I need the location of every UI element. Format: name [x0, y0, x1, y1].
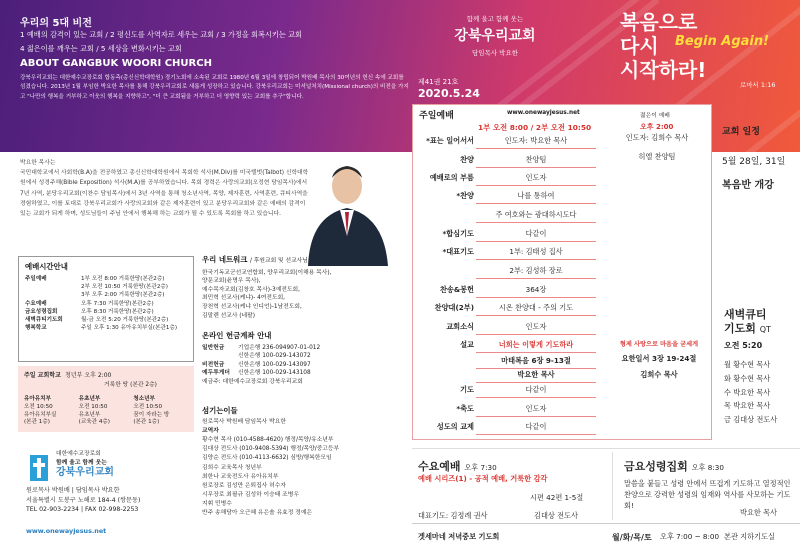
- dawn-prayer-time: 오전 5:20: [724, 341, 763, 350]
- pastor-photo: [300, 156, 395, 266]
- dawn-prayer-title: 새벽큐티 기도회 QT: [724, 308, 771, 335]
- service-order-label: 찬양대(2부): [434, 303, 474, 312]
- schedule-row: 3부 오후 2:00 거룩한땅(본관2층): [81, 292, 165, 299]
- school-dept: 청소년부 오전 10:50 꿈이 자라는 방 (본관 1층): [133, 396, 170, 426]
- church-header: [420, 14, 570, 57]
- service-order-divider: [476, 185, 596, 186]
- wednesday-service-title: 수요예배 오후 7:30: [418, 460, 497, 473]
- service-order-divider: [476, 278, 596, 279]
- service-order-divider: [476, 315, 596, 316]
- service-order-value: 다같이: [525, 385, 547, 394]
- service-order-value: 너희는 이렇게 기도하라: [498, 340, 574, 349]
- service-order-value: 박요한 목사: [517, 370, 555, 379]
- service-order-divider: [476, 397, 596, 398]
- wednesday-sermon-title: 예배 시리즈(1) - 공적 예배, 거룩한 감각: [418, 474, 548, 483]
- pastor-bio: [20, 158, 312, 219]
- schedule-title: 예배시간안내: [25, 262, 68, 271]
- servants-title: 섬기는이들: [202, 406, 238, 415]
- servant-line: 원로목사 박원배 담임목사 박요한: [202, 419, 286, 426]
- service-order-divider: [476, 241, 596, 242]
- service-order-label: *합심기도: [442, 229, 474, 238]
- servants-list: [202, 406, 400, 518]
- denomination: 대한예수교장로회: [56, 451, 101, 457]
- wednesday-prayer-lead: 대표기도: 김정례 권사: [418, 511, 488, 520]
- young-preacher: 김희수 목사: [640, 370, 678, 379]
- calendar-event: 복음반 개강: [722, 180, 774, 191]
- service-order-divider: [476, 334, 596, 335]
- servant-line: 지휘 민병수: [202, 500, 232, 507]
- network-line: 최민혁 선교사(케냐)- 4여전도회,: [202, 295, 286, 302]
- servant-line: 반주 송해담아 오근혜 유은솔 유효정 정예은: [202, 510, 313, 517]
- service-order-divider: [476, 259, 596, 260]
- network-line: 김말렌 선교사 (네팔): [202, 312, 256, 319]
- wednesday-verse: 시편 42편 1-5절: [530, 493, 584, 502]
- about-title: ABOUT GANGBUK WOORI CHURCH: [20, 58, 212, 69]
- address-line: TEL 02-903-2234 | FAX 02-998-2253: [26, 506, 139, 514]
- service-times: 1부 오전 8:00 / 2부 오전 10:50: [478, 123, 592, 132]
- service-order-value: 시온 찬양대 - 주의 기도: [498, 303, 574, 312]
- service-order-divider: [476, 222, 596, 223]
- servant-line: 김양순 전도사 (010-4113-6632) 심방/행복한모임: [202, 455, 332, 462]
- church-slogan: 함께 울고 함께 웃는: [466, 15, 524, 23]
- our-network: [202, 256, 400, 320]
- service-order-divider: [476, 352, 596, 353]
- schedule-row: 주일예배 1부 오전 8:00 거룩한땅(본관2층): [25, 276, 165, 282]
- servant-line: 원로장로 김성만 은퇴집사 허수자: [202, 482, 286, 489]
- church-logo: [56, 450, 114, 477]
- schedule-row: 2부 오전 10:50 거룩한땅(본관2층): [81, 284, 168, 291]
- service-website-link[interactable]: www.onewayjesus.net: [507, 110, 580, 116]
- service-order-value: 인도자: 박요한 목사: [504, 136, 568, 145]
- sunday-service-title: 주일예배: [419, 111, 454, 121]
- schedule-row: 행복학교 주일 오후 1:30 유아유치부실(본관1층): [25, 325, 178, 332]
- service-order-label: 성도의 교제: [436, 422, 474, 431]
- address-line: 원로목사 박원배 | 담임목사 박요한: [26, 487, 120, 494]
- account-holder: 예금주: 대한예수교장로회 강북우리교회: [202, 378, 303, 385]
- dawn-leader: 월 황수현 목사: [724, 360, 771, 369]
- friday-preacher: 박요한 목사: [740, 508, 778, 517]
- pastor-bio-title: 박요한 목사는: [20, 160, 56, 166]
- service-order-label: 찬양: [460, 155, 474, 164]
- church-calendar-title: 교회 일정: [722, 127, 760, 137]
- wednesday-preacher: 김대상 전도사: [534, 511, 578, 520]
- service-order-label: *대표기도: [442, 247, 474, 256]
- church-address: [26, 486, 196, 515]
- pastor-line: 담임목사 박요한: [471, 49, 519, 57]
- service-order-label: 찬송&봉헌: [439, 285, 474, 294]
- servant-line: 황수현 목사 (010-4588-4620) 행정/목양/유소년부: [202, 437, 334, 444]
- service-order-value: 나를 통하여: [517, 191, 555, 200]
- schedule-row: 수요예배 오후 7:30 거룩한땅(본관2층): [25, 300, 154, 307]
- friday-meeting-title: 금요성령집회 오후 8:30: [624, 460, 724, 473]
- sunday-school: [18, 366, 194, 432]
- offering-row: 신한은행 100-029-143072: [238, 353, 311, 360]
- service-order-value: 1부: 김태성 집사: [509, 247, 563, 256]
- friday-description: 말씀을 붙들고 성령 안에서 뜨겁게 기도하고 열정적인 찬양으로 강력한 성령의 임재와 역사를 사모하는 기도회!: [624, 479, 791, 510]
- sunday-school-header: 주일 교회학교 청년부 오후 2:00: [24, 372, 112, 379]
- service-order-divider: [476, 148, 596, 149]
- vision-title: 우리의 5대 비전: [20, 18, 92, 29]
- dawn-leader: 목 박요한 목사: [724, 401, 771, 411]
- service-order-divider: [476, 368, 596, 369]
- service-order-label: *축도: [456, 404, 474, 413]
- offering-row: 일반헌금 기업은행 236-094907-01-012: [202, 344, 321, 351]
- service-order-value: 주 여호와는 광대하시도다: [495, 210, 577, 219]
- offering-row: 예두투게더 신한은행 100-029-143108: [202, 370, 311, 377]
- service-order-value: 2부: 김성하 장로: [509, 266, 563, 275]
- worship-schedule: [18, 256, 194, 362]
- network-line: 양문교회(윤명우 목사),: [202, 278, 261, 285]
- begin-again-text: Begin Again!: [675, 34, 770, 49]
- headline-line: 복음으로: [620, 10, 698, 34]
- offering-title: 온라인 헌금계좌 안내: [202, 331, 272, 340]
- dawn-leader: 금 김대상 전도사: [724, 415, 778, 425]
- servant-line: 김희수 교육목사 청년부: [202, 464, 262, 471]
- service-order-divider: [476, 382, 596, 383]
- vision-lines: [20, 28, 390, 56]
- service-order-divider: [476, 203, 596, 204]
- intercession-place: 본관 지하기도실: [724, 532, 775, 541]
- service-order-value: 찬양팀: [525, 155, 547, 164]
- servant-line: 김대상 전도사 (010-9408-5394) 행정/목양/중고등부: [202, 446, 340, 453]
- logo-church-name: 강북우리교회: [56, 467, 114, 478]
- dawn-leader: 수 박요한 목사: [724, 387, 771, 397]
- service-order-value: 다같이: [525, 422, 547, 431]
- service-order-value: 다같이: [525, 229, 547, 238]
- young-sermon-title: 형제 사랑으로 마음을 굳세게: [619, 341, 699, 348]
- service-order-label: 교회소식: [446, 322, 474, 331]
- headline-line: 다시: [620, 34, 659, 58]
- network-line: 예수목자교회(김창호 목사)-3예전도회,: [202, 286, 300, 293]
- issue-number: 제41권 21호: [418, 78, 459, 86]
- young-sermon-verse: 요한일서 3장 19-24절: [621, 354, 697, 363]
- issue-date: 2020.5.24: [418, 87, 480, 100]
- cross-logo-icon: [30, 455, 48, 481]
- young-praise-team: 히엘 찬양팀: [638, 152, 676, 161]
- headline-verse: 로마서 1:16: [740, 81, 776, 89]
- vision-line: 4 젊은이를 깨우는 교회 / 5 세상을 변화시키는 교회: [20, 44, 182, 53]
- service-order-label: *표는 일어서서: [426, 136, 474, 145]
- intercession-title: 겟세마네 저녁중보 기도회: [418, 532, 500, 541]
- church-name: 강북우리교회: [454, 28, 536, 44]
- servant-line: 최한나 교육전도사 유아유치부: [202, 473, 279, 480]
- servant-line: 시무장로 최필규 김성하 이승태 조병우: [202, 491, 299, 498]
- logo-slogan: 함께 울고 함께 웃는: [56, 460, 107, 466]
- service-order-divider: [476, 434, 596, 435]
- service-order-value: 마태복음 6장 9-13절: [501, 356, 571, 365]
- online-offering: [202, 332, 400, 387]
- young-leader: 인도자: 김희수 목사: [625, 133, 689, 142]
- service-order-divider: [476, 416, 596, 417]
- servant-line: 교역자: [202, 428, 219, 435]
- school-dept: 유초년부 오전 10:50 유초년부 (교육관 4층): [78, 396, 110, 426]
- calendar-dates: 5월 28일, 31일: [722, 157, 786, 167]
- network-title: 우리 네트워크 / 후원교회 및 선교사님: [202, 255, 308, 264]
- pastor-bio-text: 국민대학교에서 사회학(B.A)을 전공하였고 총신신학대학원에서 목회학 석사(M.Div)를 미국텔벗(Talbot) 신학대학원에서 성경주해(Bible Exposition) 석사(M.A)를 공부하였습니다. 목회 경력은 사랑의교회(오정현 담임목사)에서 7년 사역, 분당우리교회(이찬수 담임목사)에서 3년 사역을 통해 청소년사역, 목양, 제자훈련, 사역훈련, 큐티사역을 경험하였고, 이를 토대로 강북우리교회가 사랑의교회와 같은 제자훈련이 있고 분당우리교회와 같은 예배의 감격이 있는 교회가 되게 하며, 성도님들이 주님 안에서 행복해 하는 교회가 될 수 있도록 목회를 하고 있습니다.: [20, 170, 309, 218]
- network-line: 한국기독교군선교연합회, 양무리교회(이해용 목사),: [202, 269, 332, 276]
- young-service-title: 젊은이 예배: [640, 113, 670, 119]
- address-line: 서울특별시 도봉구 노해로 184-4 (쌍문동): [26, 496, 141, 504]
- service-order-value: 364장: [525, 285, 547, 294]
- intercession-time: 오후 7:00 ~ 8:00: [660, 532, 720, 541]
- service-order-value: 인도자: [525, 404, 547, 413]
- headline-line: 시작하라!: [620, 58, 707, 82]
- schedule-row: 금요성령집회 오후 8:30 거룩한땅(본관2층): [25, 308, 154, 315]
- offering-row: 비전헌금 신한은행 100-029-143097: [202, 361, 311, 368]
- service-order-value: 인도자: [525, 173, 547, 182]
- service-order-label: 기도: [460, 385, 474, 394]
- dawn-leader: 화 황수현 목사: [724, 373, 771, 383]
- service-order-label: 예배로의 부름: [429, 173, 474, 182]
- church-website-link[interactable]: www.onewayjesus.net: [26, 527, 107, 535]
- youth-place: 거룩한 땅 (본관 2층): [104, 382, 157, 388]
- service-order-label: *찬양: [456, 191, 474, 200]
- dawn-prayer-leaders: [724, 358, 777, 427]
- service-order-value: 인도자: [525, 322, 547, 331]
- school-dept: 유아유치부 오전 10:50 유아유치부실 (본관 1층): [24, 396, 57, 426]
- network-line: 장천혁 선교사(케냐 인디언)-1남전도회,: [202, 303, 302, 310]
- about-body: 강북우리교회는 대한예수교장로회 합동측(총신신학대학원) 경기노회에 소속된 교회로 1980년 6월 3일에 창립되어 박원배 목사의 30여년의 헌신 속에 교회를 섬겼습니다. 2013년 1월 부임한 박요한 목사를 통해 강북우리교회로 새롭게 성장하고 있습니다. 강북우리교회는 미셔널처치(Missional church)의 비전을 가지고 "나만의 행복을 거부하고 이웃의 행복을 지향하고", "더 큰 교회됨을 거부하고 더 영향력 있는 교회를 추구"합니다.: [20, 75, 409, 100]
- service-order-label: 설교: [460, 340, 474, 349]
- intercession-days: 월/화/목/토: [612, 533, 652, 542]
- schedule-row: 새벽큐티기도회 월-금 오전 5:20 거룩한땅(본관2층): [25, 317, 169, 324]
- young-service-time: 오후 2:00: [640, 123, 674, 131]
- vision-line: 1 예배의 감격이 있는 교회 / 2 평신도를 사역자로 세우는 교회 / 3 가정을 회복시키는 교회: [20, 30, 302, 39]
- service-order-divider: [476, 167, 596, 168]
- service-order-divider: [476, 297, 596, 298]
